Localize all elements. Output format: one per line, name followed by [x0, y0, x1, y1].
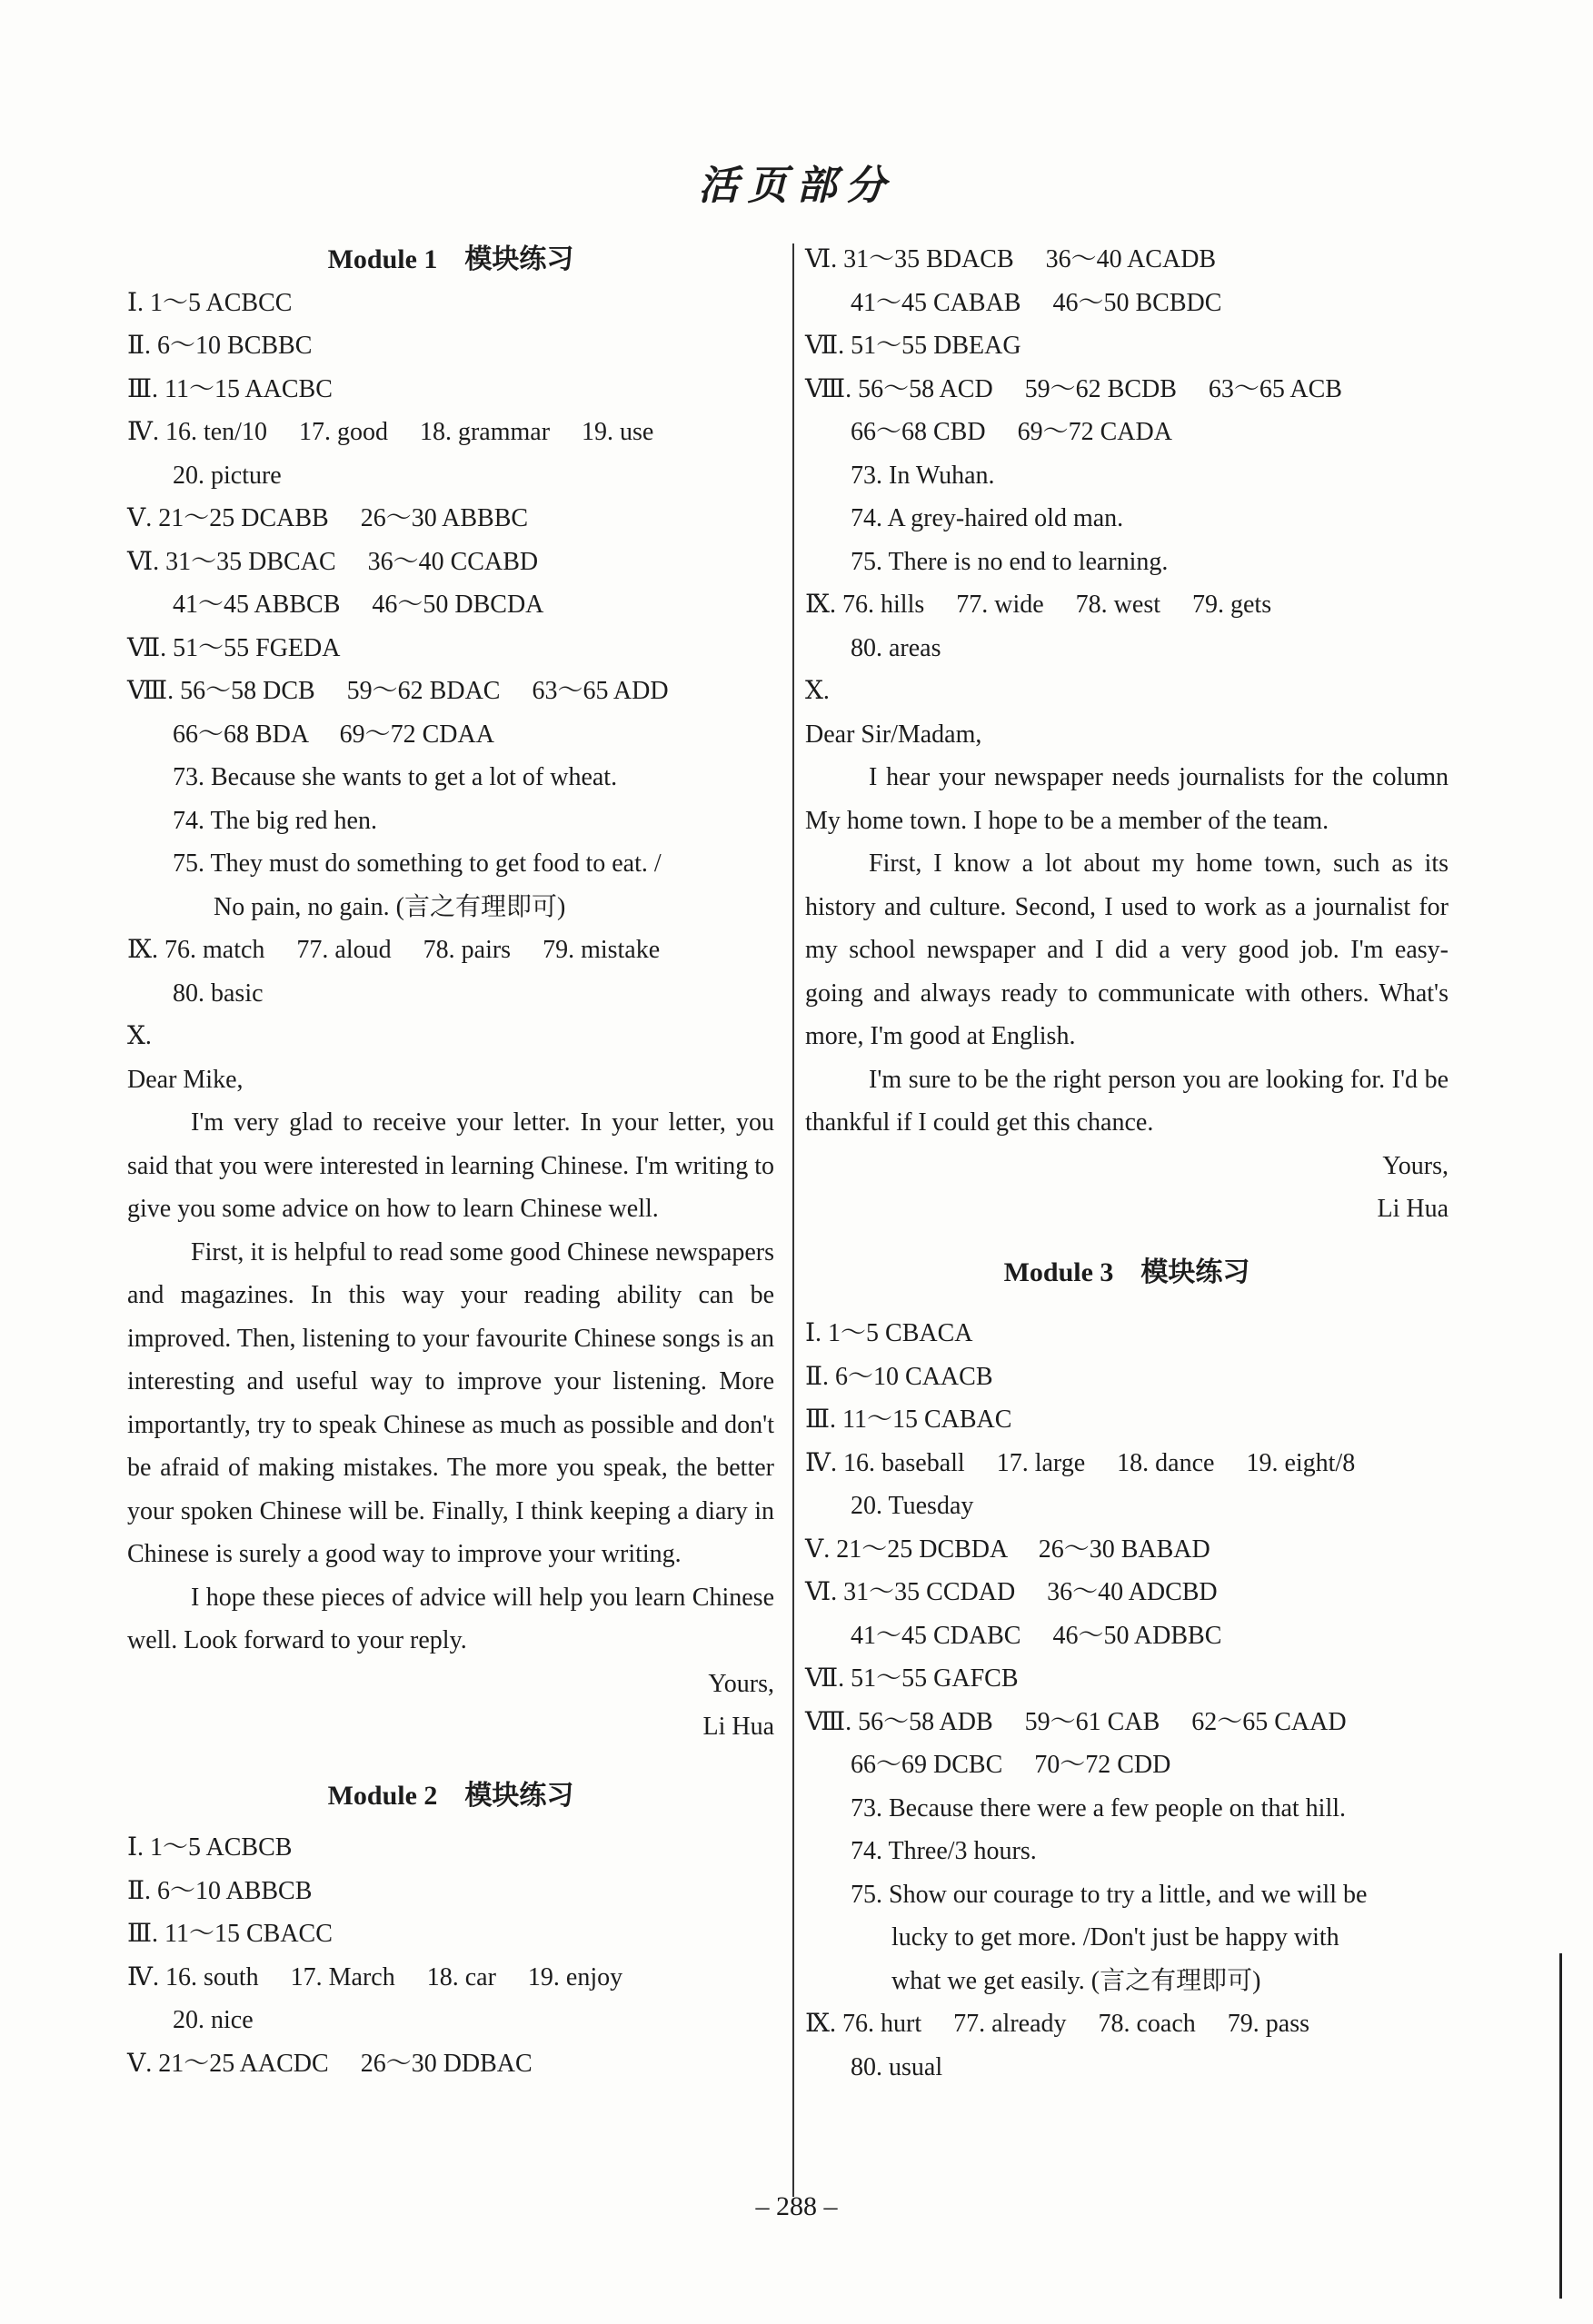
letter-greeting: Dear Sir/Madam, — [805, 720, 982, 749]
letter-mike — [127, 1058, 774, 1663]
answer-line: Ⅹ. — [805, 677, 830, 705]
answer-line: Ⅴ. 21～25 DCBDA 26～30 BABAD — [805, 1534, 1210, 1564]
answer-line: Ⅴ. 21～25 AACDC 26～30 DDBAC — [127, 2049, 533, 2078]
answer-line: Ⅲ. 11～15 CABAC — [805, 1405, 1012, 1434]
left-column — [127, 238, 774, 2085]
answer-line: No pain, no gain. (言之有理即可) — [214, 892, 566, 921]
answer-line: lucky to get more. /Don't just be happy with — [891, 1923, 1339, 1952]
letter-closing: Yours, — [1382, 1151, 1449, 1180]
letter-closing: Yours, — [708, 1669, 774, 1698]
answer-line: Ⅵ. 31～35 BDACB 36～40 ACADB — [805, 245, 1217, 273]
answer-line: Ⅲ. 11～15 AACBC — [127, 374, 333, 403]
answer-line: Ⅲ. 11～15 CBACC — [127, 1920, 333, 1948]
answer-line: Ⅳ. 16. south 17. March 18. car 19. enjoy — [127, 1962, 623, 1991]
answer-line: 41～45 CABAB 46～50 BCBDC — [851, 288, 1222, 317]
column-divider — [792, 243, 794, 2197]
answer-line: 74. A grey-haired old man. — [851, 504, 1124, 532]
answer-line: Ⅶ. 51～55 GAFCB — [805, 1664, 1019, 1693]
letter-signature: Li Hua — [702, 1713, 774, 1741]
answer-line: 80. basic — [173, 978, 264, 1008]
answer-line: Ⅰ. 1～5 ACBCB — [127, 1833, 293, 1862]
answer-line: Ⅰ. 1～5 CBACA — [805, 1319, 973, 1347]
answer-line: 66～68 BDA 69～72 CDAA — [173, 720, 494, 749]
answer-line: Ⅷ. 56～58 DCB 59～62 BDAC 63～65 ADD — [127, 677, 669, 705]
answer-line: 80. usual — [851, 2052, 943, 2081]
answer-line: 80. areas — [851, 633, 941, 662]
answer-line: 75. There is no end to learning. — [851, 547, 1169, 576]
edge-line — [1559, 1953, 1562, 2299]
letter-paragraph: I'm very glad to receive your letter. In your letter, you said that you were interested in learning Chinese. I'm writing to give you some advice on how to learn Chinese well. — [127, 1108, 774, 1223]
letter-greeting: Dear Mike, — [127, 1065, 244, 1094]
answer-line: 73. Because she wants to get a lot of wheat. — [173, 763, 618, 791]
answer-line: 73. Because there were a few people on that hill. — [851, 1793, 1347, 1822]
answer-line: Ⅶ. 51～55 FGEDA — [127, 633, 341, 662]
answer-line: Ⅱ. 6～10 CAACB — [805, 1362, 993, 1391]
answer-line: 41～45 ABBCB 46～50 DBCDA — [173, 591, 544, 619]
letter-paragraph: I hope these pieces of advice will help you learn Chinese well. Look forward to your reply. — [127, 1583, 774, 1654]
letter-paragraph: I'm sure to be the right person you are looking for. I'd be thankful if I could get this chance. — [805, 1065, 1449, 1137]
answer-line: 20. nice — [173, 2006, 254, 2034]
letter-paragraph: First, I know a lot about my home town, such as its history and culture. Second, I used to work as a journalist for my school newspaper and I did a very good job. I'm easy-going and always ready to communicate with others. What's more, I'm good at English. — [805, 849, 1449, 1050]
answer-line: Ⅰ. 1～5 ACBCC — [127, 288, 293, 317]
answer-line: 73. In Wuhan. — [851, 461, 995, 490]
letter-paragraph: First, it is helpful to read some good Chinese newspapers and magazines. In this way your reading ability can be improved. Then, listening to your favourite Chinese songs is an interesting and useful way to improve your listening. More importantly, try to speak Chinese as much as possible and don't be afraid of making mistakes. The more you speak, the better your spoken Chinese will be. Finally, I think keeping a diary in Chinese is surely a good way to improve your writing. — [127, 1237, 774, 1568]
answer-line: 74. The big red hen. — [173, 806, 377, 835]
answer-line: 66～69 DCBC 70～72 CDD — [851, 1751, 1171, 1779]
letter-signature: Li Hua — [1377, 1195, 1449, 1223]
answer-line: 66～68 CBD 69～72 CADA — [851, 418, 1172, 446]
answer-line: Ⅳ. 16. baseball 17. large 18. dance 19. eight/8 — [805, 1448, 1356, 1477]
answer-line: Ⅱ. 6～10 ABBCB — [127, 1876, 313, 1905]
answer-line: 74. Three/3 hours. — [851, 1837, 1037, 1865]
module-2-heading: Module 2 模块练习 — [327, 1780, 574, 1811]
answer-line: Ⅱ. 6～10 BCBBC — [127, 332, 313, 360]
module-1-heading: Module 1 模块练习 — [327, 244, 574, 274]
answer-line: Ⅴ. 21～25 DCABB 26～30 ABBBC — [127, 504, 529, 532]
answer-line: Ⅹ. — [127, 1022, 152, 1050]
answer-line: Ⅷ. 56～58 ADB 59～61 CAB 62～65 CAAD — [805, 1707, 1347, 1736]
answer-line: Ⅷ. 56～58 ACD 59～62 BCDB 63～65 ACB — [805, 374, 1342, 403]
answer-line: Ⅶ. 51～55 DBEAG — [805, 332, 1021, 360]
answer-line: Ⅸ. 76. match 77. aloud 78. pairs 79. mistake — [127, 936, 661, 964]
letter-paragraph: I hear your newspaper needs journalists for the column My home town. I hope to be a member of the team. — [805, 763, 1449, 835]
answer-line: Ⅵ. 31～35 CCDAD 36～40 ADCBD — [805, 1578, 1218, 1606]
answer-line: Ⅳ. 16. ten/10 17. good 18. grammar 19. use — [127, 418, 654, 446]
answer-line: 75. They must do something to get food to eat. / — [173, 849, 662, 878]
page-number: – 288 – — [755, 2191, 838, 2221]
answer-line: Ⅵ. 31～35 DBCAC 36～40 CCABD — [127, 547, 539, 576]
right-column — [805, 238, 1449, 2089]
module-3-heading: Module 3 模块练习 — [1003, 1256, 1250, 1287]
answer-line: what we get easily. (言之有理即可) — [891, 1966, 1261, 1995]
answer-line: 20. Tuesday — [851, 1492, 974, 1520]
answer-line: Ⅸ. 76. hurt 77. already 78. coach 79. pass — [805, 2010, 1310, 2038]
letter-sir-madam — [805, 713, 1449, 1145]
answer-line: 20. picture — [173, 461, 282, 490]
answer-line: Ⅸ. 76. hills 77. wide 78. west 79. gets — [805, 591, 1272, 619]
answer-line: 41～45 CDABC 46～50 ADBBC — [851, 1621, 1222, 1650]
page-title: 活页部分 — [698, 164, 895, 208]
answer-line: 75. Show our courage to try a little, and we will be — [851, 1880, 1368, 1909]
